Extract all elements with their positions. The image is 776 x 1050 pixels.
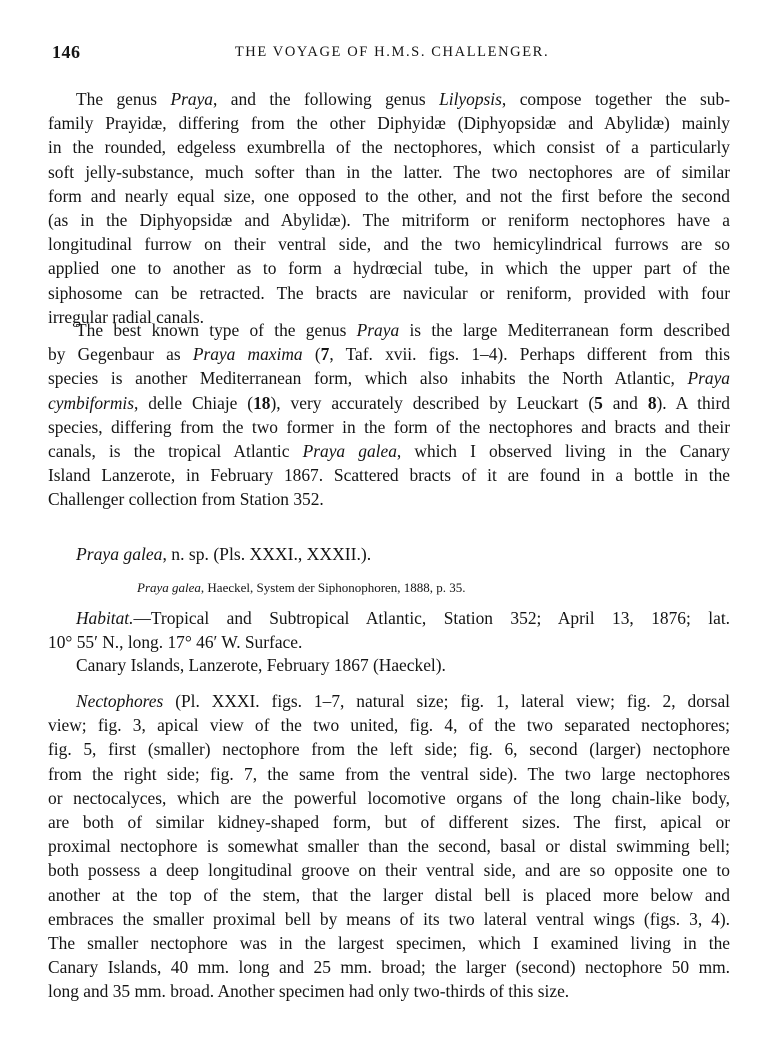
text-line: view; fig. 3, apical view of the two united, fig. 4, of the two separated nectophores;: [48, 715, 730, 736]
text-line: canals, is the tropical Atlantic Praya galea, which I observed living in the Canary: [48, 441, 730, 462]
text-line: siphosome can be retracted. The bracts are navicular or reniform, provided with four: [48, 282, 730, 303]
text-line: another at the top of the stem, that the larger distal bell is placed more below and: [48, 884, 730, 905]
habitat-paragraph: [48, 606, 730, 654]
text-line: Island Lanzerote, in February 1867. Scattered bracts of it are found in a bottle in the: [48, 465, 730, 486]
text-line: Nectophores (Pl. XXXI. figs. 1–7, natural size; fig. 1, lateral view; fig. 2, dorsal: [76, 691, 730, 711]
text-line: soft jelly-substance, much softer than in the latter. The two nectophores are of similar: [48, 161, 730, 182]
text-line: family Prayidæ, differing from the other Diphyidæ (Diphyopsidæ and Abylidæ) mainly: [48, 113, 730, 134]
text-line: applied one to another as to form a hydrœcial tube, in which the upper part of the: [48, 258, 730, 279]
text-line: proximal nectophore is somewhat smaller than the second, basal or distal swimming bell;: [48, 836, 730, 857]
text-line: cymbiformis, delle Chiaje (18), very accurately described by Leuckart (5 and 8). A third: [48, 392, 730, 413]
page-number: 146: [52, 42, 81, 62]
species-heading: Praya galea, n. sp. (Pls. XXXI., XXXII.).: [76, 544, 372, 564]
text-line: The smaller nectophore was in the largest specimen, which I examined living in the: [48, 933, 730, 954]
text-line: Canary Islands, 40 mm. long and 25 mm. broad; the larger (second) nectophore 50 mm.: [48, 957, 730, 978]
text-line: fig. 5, first (smaller) nectophore from the left side; fig. 6, second (larger) nectophore: [48, 739, 730, 760]
text-line: Habitat.—Tropical and Subtropical Atlantic, Station 352; April 13, 1876; lat.: [76, 608, 730, 628]
text-line: from the right side; fig. 7, the same from the ventral side). The two large nectophores: [48, 763, 730, 784]
text-line: longitudinal furrow on their ventral side, and the two hemicylindrical furrows are so: [48, 234, 730, 255]
paragraph-nectophores: [48, 689, 730, 1004]
running-title: THE VOYAGE OF H.M.S. CHALLENGER.: [234, 44, 550, 60]
paragraph-genus-praya: [48, 87, 730, 329]
text-line: form and nearly equal size, one opposed to the other, and not the first before the second: [48, 185, 730, 206]
text-line: The best known type of the genus Praya is the large Mediterranean form described: [76, 320, 731, 340]
text-line: The genus Praya, and the following genus Lilyopsis, compose together the sub-: [76, 89, 730, 109]
text-line: (as in the Diphyopsidæ and Abylidæ). The mitriform or reniform nectophores have a: [48, 210, 730, 231]
text-line: irregular radial canals.: [48, 306, 204, 327]
species-citation: Praya galea, Haeckel, System der Siphonophoren, 1888, p. 35.: [137, 580, 466, 595]
habitat-canary-line: Canary Islands, Lanzerote, February 1867 (Haeckel).: [76, 655, 446, 675]
text-line: embraces the smaller proximal bell by means of its two lateral ventral wings (figs. 3, 4).: [48, 908, 730, 929]
text-line: are both of similar kidney-shaped form, but of different sizes. The first, apical or: [48, 812, 730, 833]
text-line: in the rounded, edgeless exumbrella of the nectophores, which consist of a particularly: [48, 137, 730, 158]
text-line: Challenger collection from Station 352.: [48, 489, 324, 510]
text-line: species is another Mediterranean form, which also inhabits the North Atlantic, Praya: [48, 368, 730, 389]
text-line: 10° 55′ N., long. 17° 46′ W. Surface.: [48, 632, 303, 653]
text-line: by Gegenbaur as Praya maxima (7, Taf. xvii. figs. 1–4). Perhaps different from this: [48, 344, 730, 365]
text-line: or nectocalyces, which are the powerful locomotive organs of the long chain-like body,: [48, 787, 730, 808]
text-line: species, differing from the two former in the form of the nectophores and bracts and their: [48, 416, 730, 437]
text-line: both possess a deep longitudinal groove on their ventral side, and are so opposite one to: [48, 860, 730, 881]
running-head: [52, 42, 732, 66]
text-line: long and 35 mm. broad. Another specimen had only two-thirds of this size.: [48, 981, 570, 1002]
paragraph-best-known-type: [48, 318, 730, 512]
